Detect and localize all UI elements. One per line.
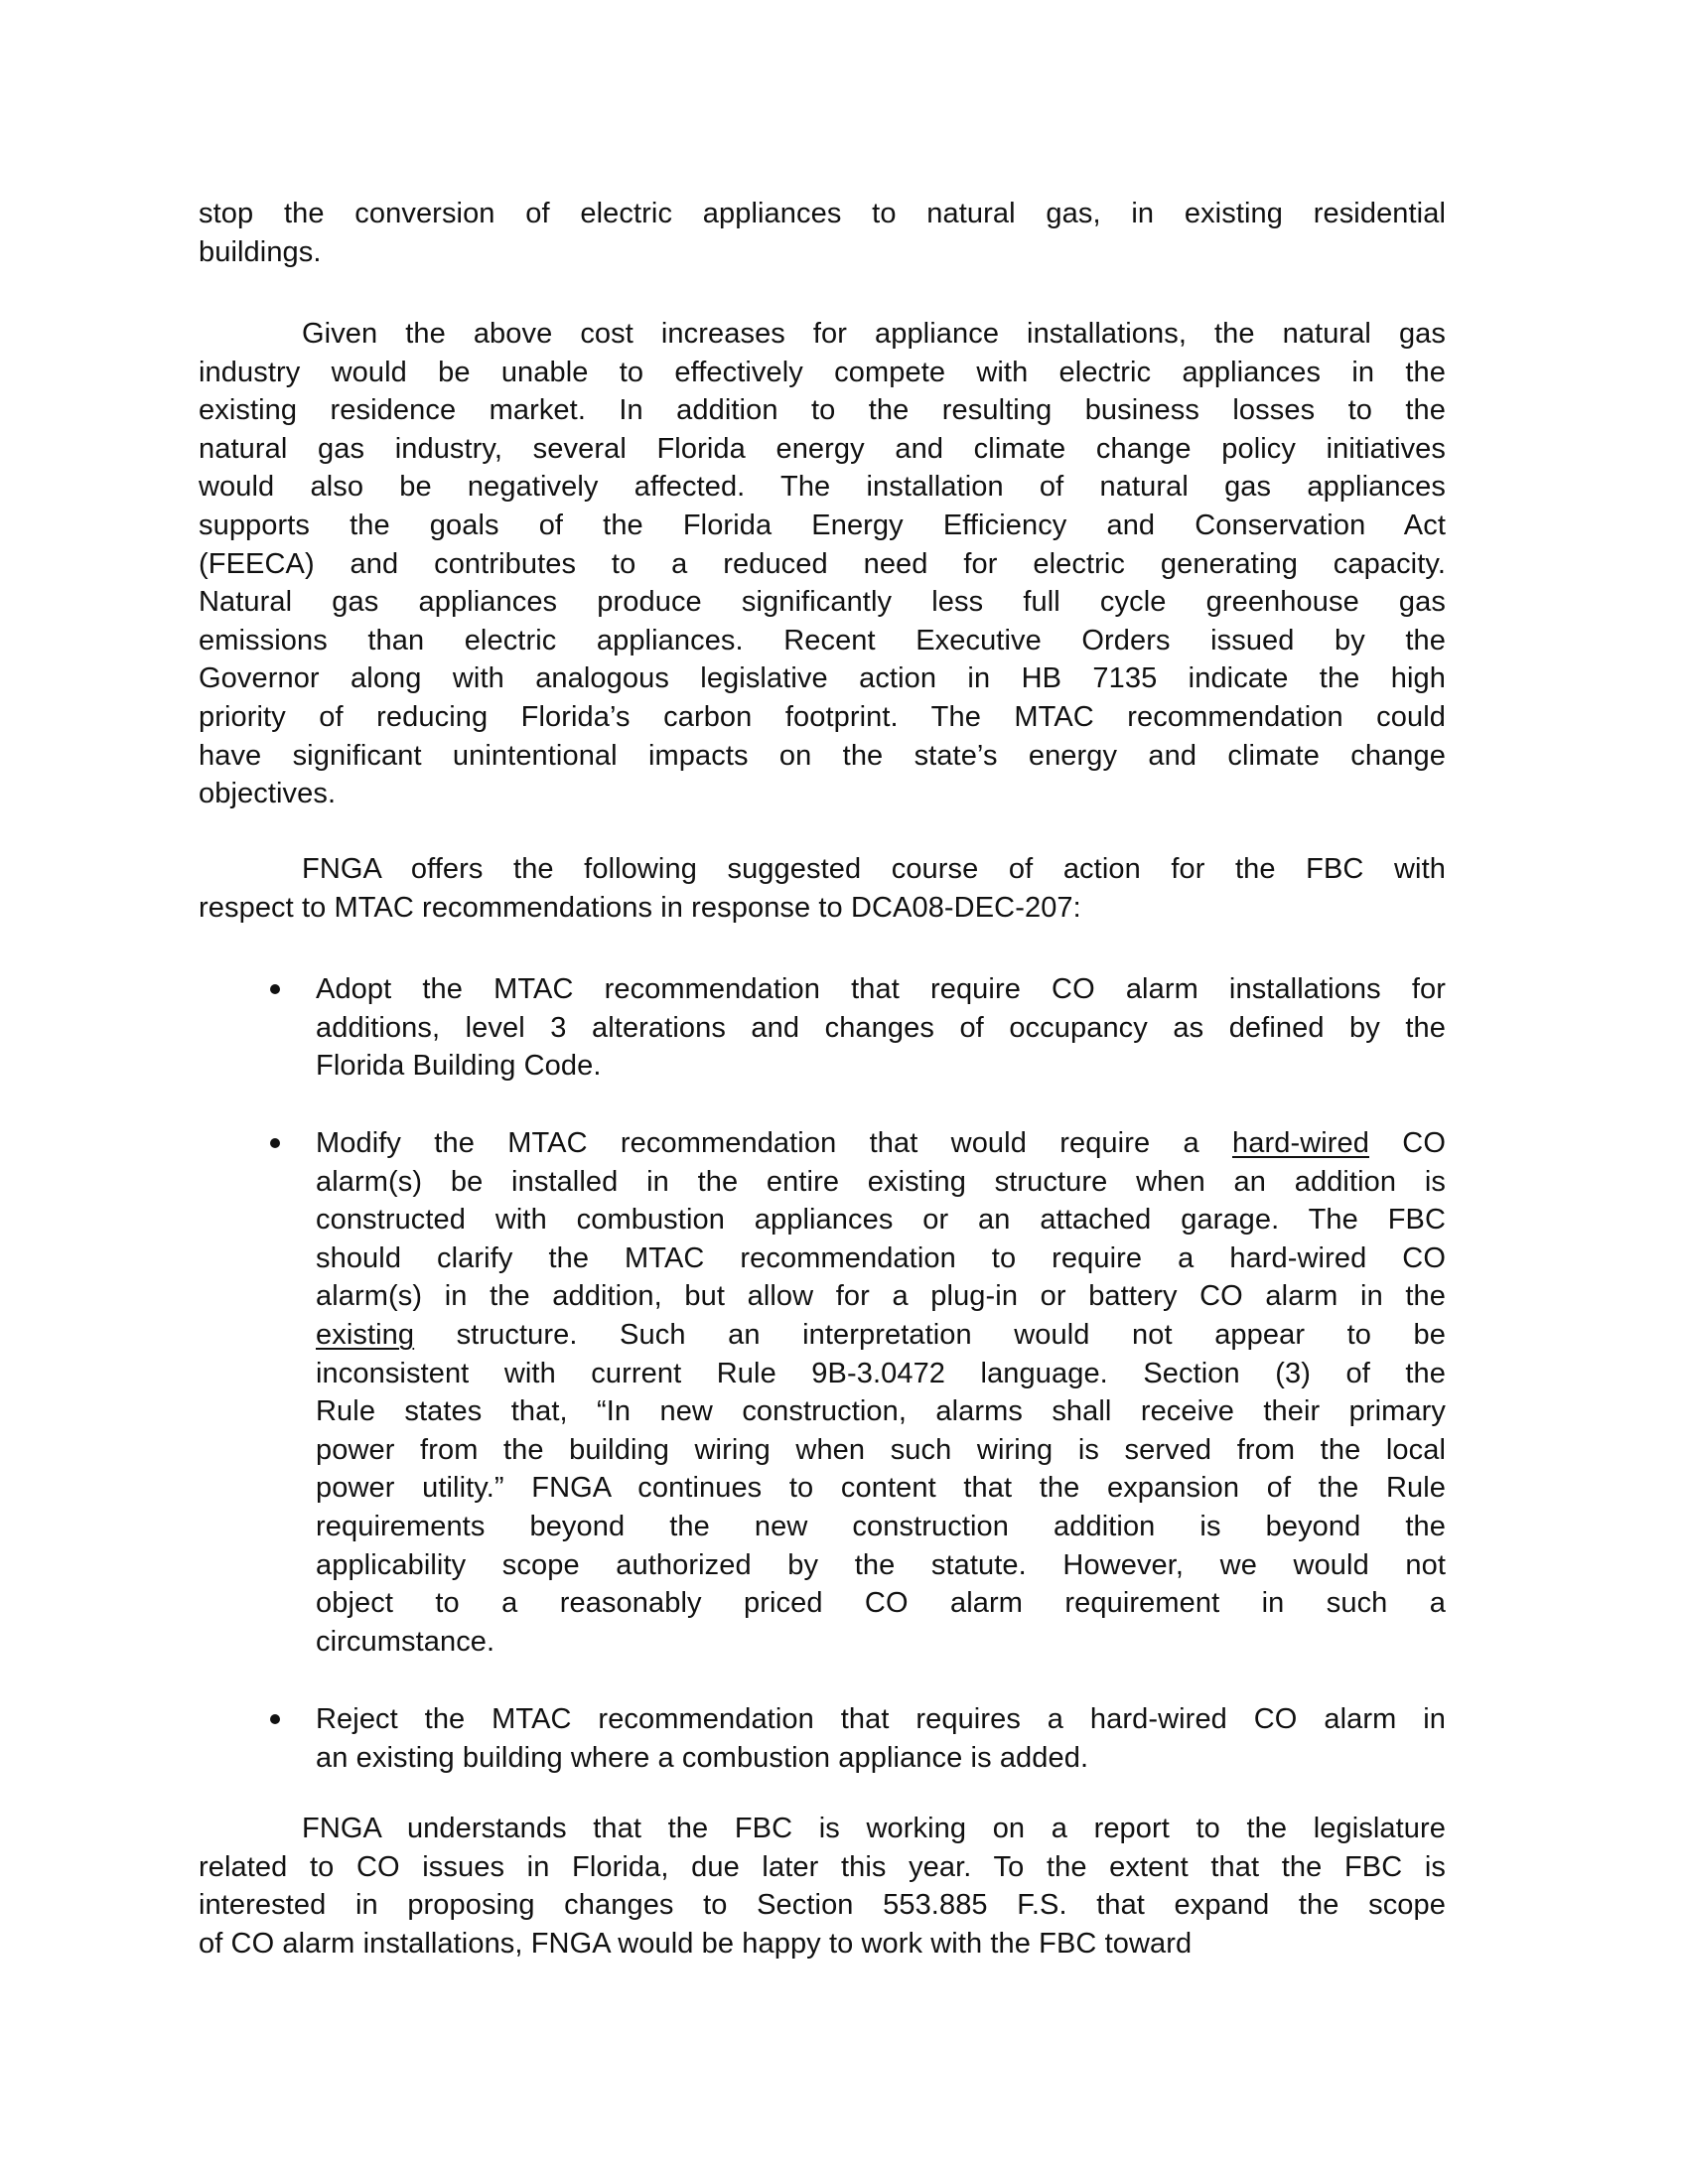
text-line: stop the conversion of electric appliances to natural gas, in existing residential bbox=[199, 198, 1446, 229]
bullet-item bbox=[199, 970, 1446, 1086]
bullet-item bbox=[199, 1700, 1446, 1777]
text-line: Adopt the MTAC recommendation that require CO alarm installations for bbox=[316, 973, 1446, 1005]
text-line: existing structure. Such an interpretation would not appear to be bbox=[316, 1318, 1446, 1351]
text-line: objectives. bbox=[199, 778, 337, 810]
text-line: interested in proposing changes to Section 553.885 F.S. that expand the scope bbox=[199, 1889, 1446, 1922]
text-line: existing residence market. In addition to the resulting business losses to the bbox=[199, 394, 1446, 427]
text-line: should clarify the MTAC recommendation to require a hard-wired CO bbox=[316, 1241, 1446, 1274]
paragraph bbox=[199, 850, 1446, 927]
text-line: Rule states that, “In new construction, alarms shall receive their primary bbox=[316, 1395, 1446, 1428]
bullet-icon bbox=[270, 1714, 280, 1724]
text-line: object to a reasonably priced CO alarm requirement in such a bbox=[316, 1587, 1446, 1620]
paragraph bbox=[199, 315, 1446, 813]
bullet-icon bbox=[270, 1138, 280, 1148]
document-body bbox=[199, 0, 1446, 2184]
text-line: power utility.” FNGA continues to content that the expansion of the Rule bbox=[316, 1472, 1446, 1505]
text-line: Reject the MTAC recommendation that requires a hard-wired CO alarm in bbox=[316, 1703, 1446, 1735]
text-line: would also be negatively affected. The installation of natural gas appliances bbox=[199, 471, 1446, 504]
bullet-item bbox=[199, 1124, 1446, 1661]
text-line: FNGA understands that the FBC is working on a report to the legislature bbox=[302, 1813, 1446, 1844]
text-line: alarm(s) in the addition, but allow for a plug-in or battery CO alarm in the bbox=[316, 1280, 1446, 1313]
text-line: alarm(s) be installed in the entire existing structure when an addition is bbox=[316, 1165, 1446, 1198]
text-line: of CO alarm installations, FNGA would be happy to work with the FBC toward bbox=[199, 1927, 1193, 1960]
text-line: applicability scope authorized by the statute. However, we would not bbox=[316, 1548, 1446, 1581]
paragraph bbox=[199, 1810, 1446, 1963]
text-line: inconsistent with current Rule 9B-3.0472 language. Section (3) of the bbox=[316, 1357, 1446, 1389]
text-line: Given the above cost increases for appliance installations, the natural gas bbox=[302, 318, 1446, 350]
bullet-icon bbox=[270, 984, 280, 994]
text-line: an existing building where a combustion appliance is added. bbox=[316, 1741, 1089, 1774]
text-line: buildings. bbox=[199, 235, 322, 268]
text-line: Governor along with analogous legislative action in HB 7135 indicate the high bbox=[199, 662, 1446, 695]
text-line: circumstance. bbox=[316, 1625, 495, 1658]
text-line: related to CO issues in Florida, due later this year. To the extent that the FBC is bbox=[199, 1850, 1446, 1883]
text-line: industry would be unable to effectively compete with electric appliances in the bbox=[199, 356, 1446, 388]
text-line: power from the building wiring when such wiring is served from the local bbox=[316, 1433, 1446, 1466]
text-line: priority of reducing Florida’s carbon footprint. The MTAC recommendation could bbox=[199, 700, 1446, 733]
paragraph bbox=[199, 195, 1446, 271]
text-line: Florida Building Code. bbox=[316, 1050, 602, 1083]
text-line: Natural gas appliances produce significantly less full cycle greenhouse gas bbox=[199, 586, 1446, 619]
text-line: (FEECA) and contributes to a reduced need for electric generating capacity. bbox=[199, 547, 1446, 580]
text-line: requirements beyond the new construction addition is beyond the bbox=[316, 1510, 1446, 1542]
text-line: additions, level 3 alterations and changes of occupancy as defined by the bbox=[316, 1011, 1446, 1044]
text-line: emissions than electric appliances. Recent Executive Orders issued by the bbox=[199, 624, 1446, 656]
text-line: have significant unintentional impacts on the state’s energy and climate change bbox=[199, 739, 1446, 772]
text-line: supports the goals of the Florida Energy Efficiency and Conservation Act bbox=[199, 509, 1446, 541]
text-line: constructed with combustion appliances or an attached garage. The FBC bbox=[316, 1204, 1446, 1237]
text-line: FNGA offers the following suggested course of action for the FBC with bbox=[302, 853, 1446, 885]
text-line: Modify the MTAC recommendation that would require a hard-wired CO bbox=[316, 1127, 1446, 1159]
text-line: natural gas industry, several Florida energy and climate change policy initiatives bbox=[199, 432, 1446, 465]
text-line: respect to MTAC recommendations in response to DCA08-DEC-207: bbox=[199, 891, 1081, 924]
